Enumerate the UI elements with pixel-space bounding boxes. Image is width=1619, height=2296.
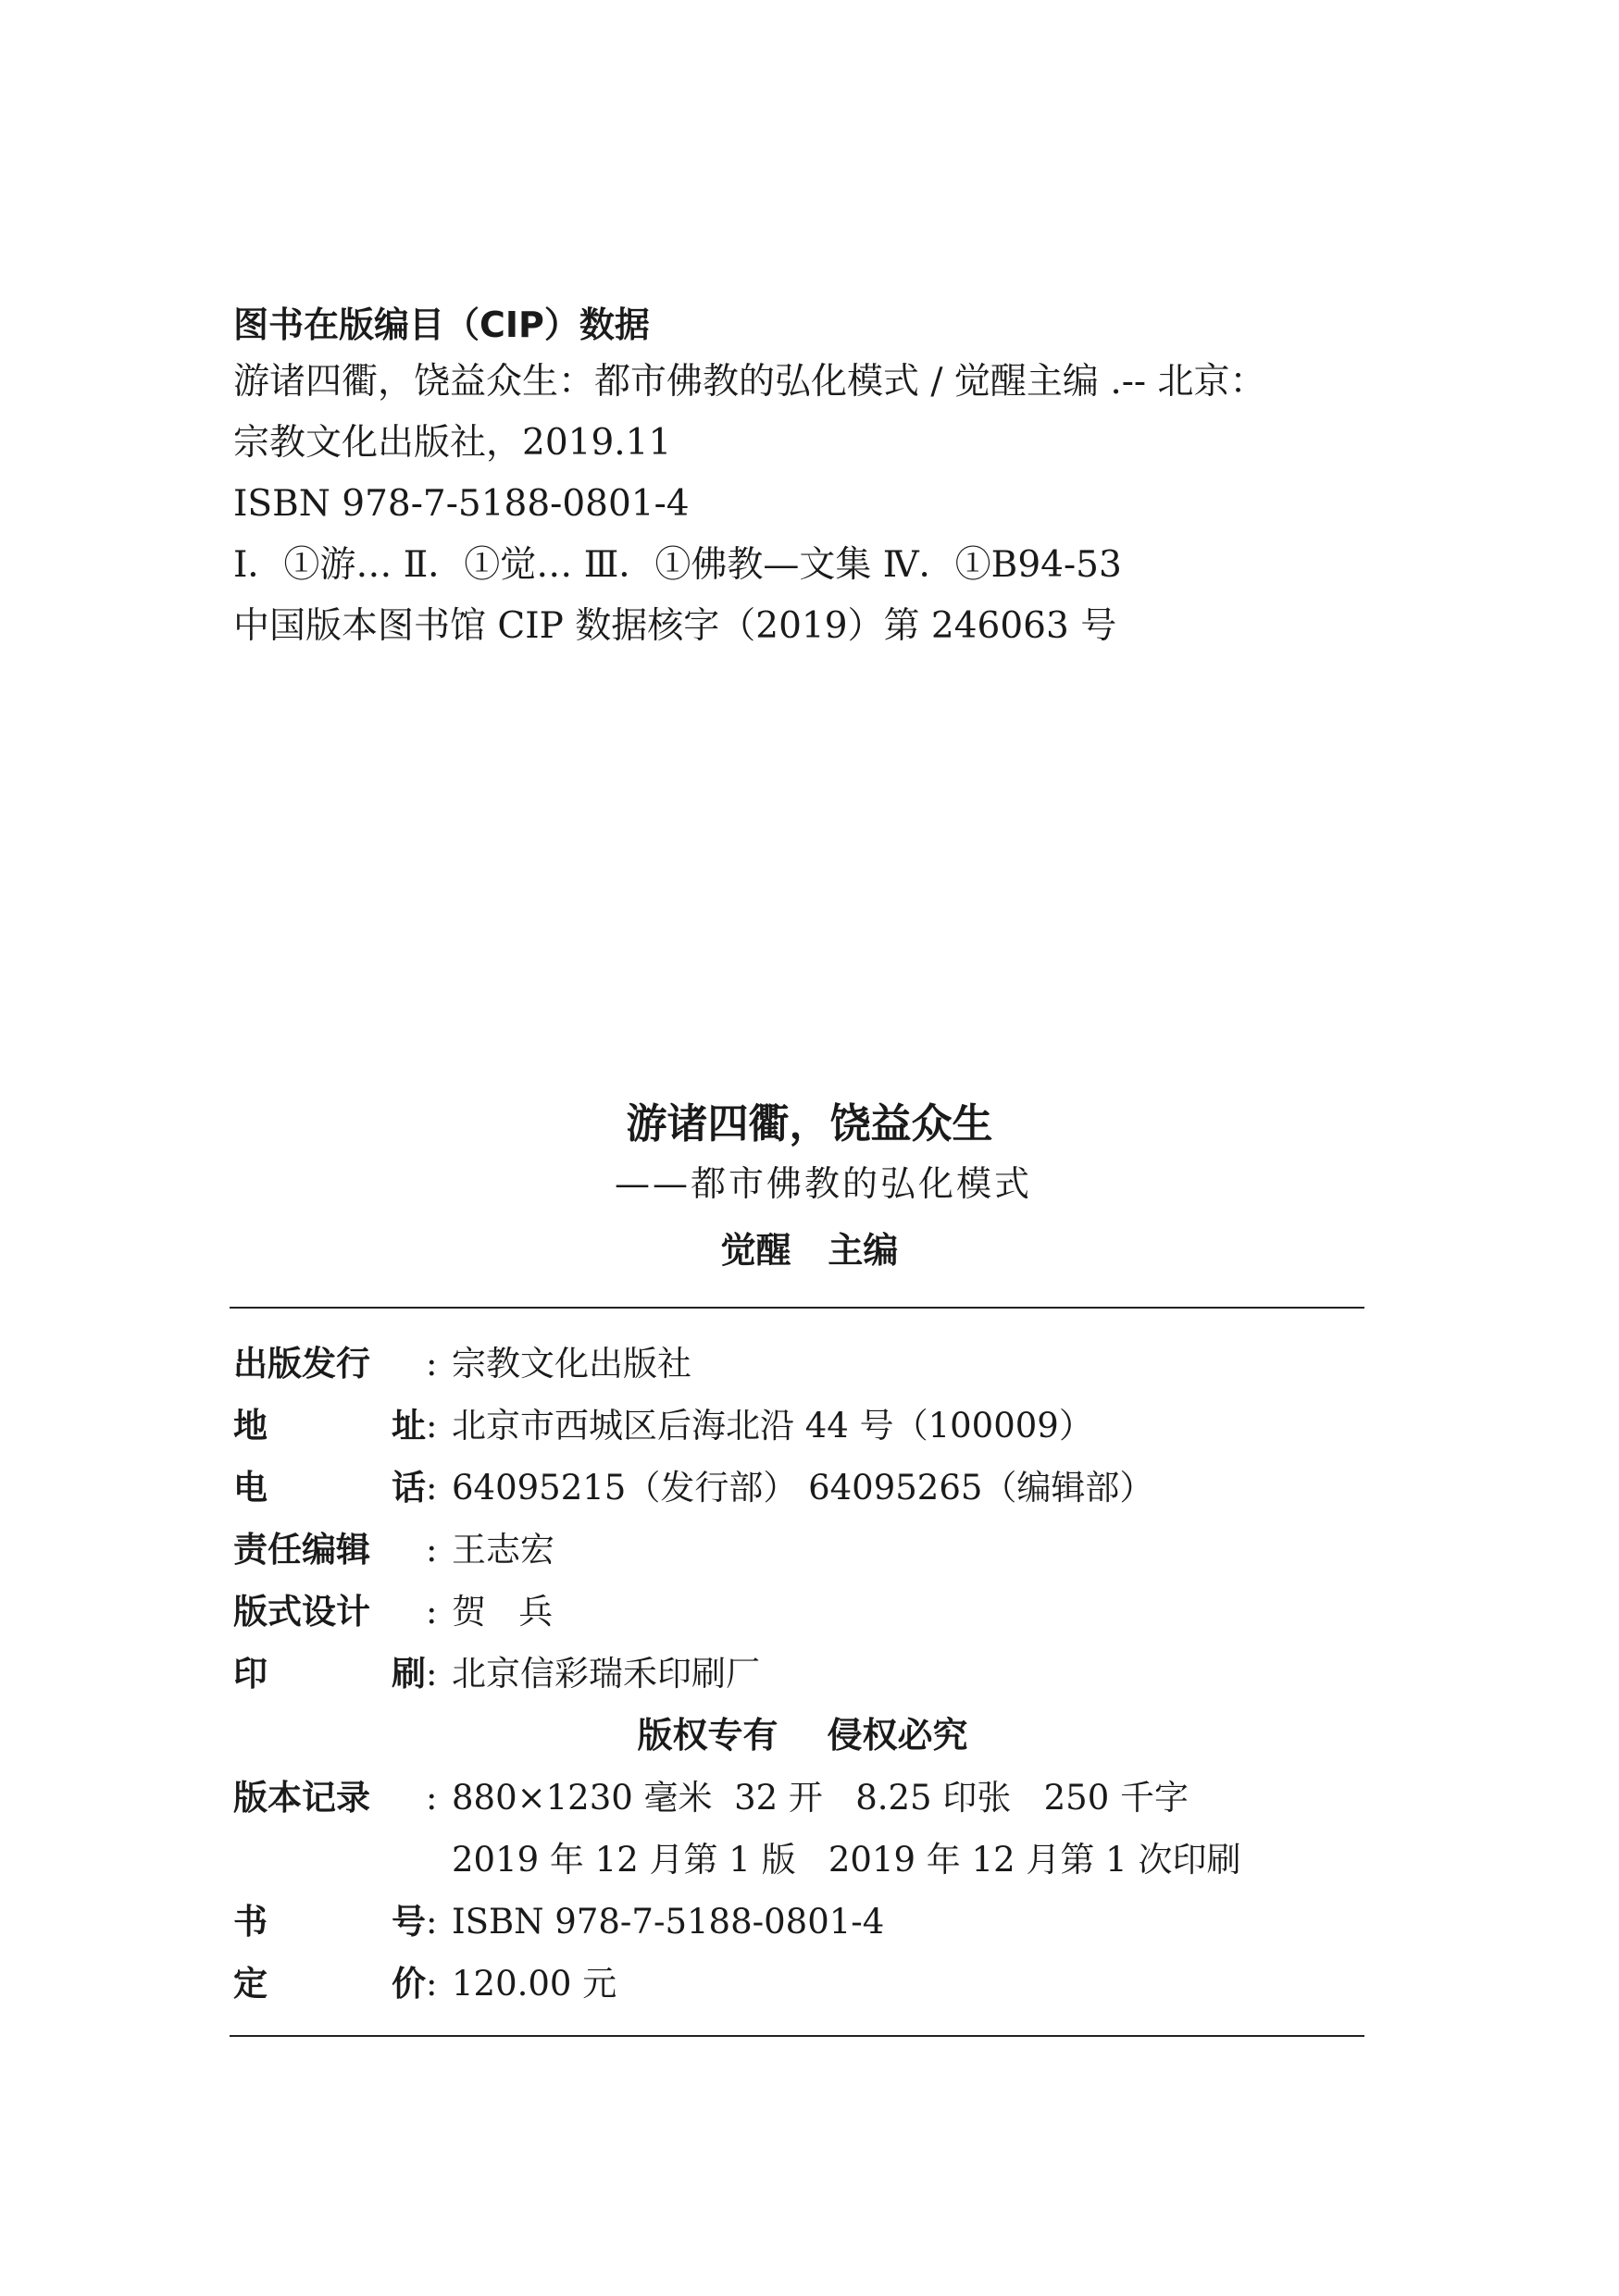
cip-heading: 图书在版编目（CIP）数据: [233, 304, 650, 345]
book-editor: 觉醒 主编: [720, 1230, 899, 1271]
publisher-label: 出版发行: [233, 1344, 370, 1384]
isbn-value: ISBN 978-7-5188-0801-4: [452, 1902, 885, 1942]
isbn-row: [233, 1891, 1372, 1953]
address-label: 地 址: [233, 1406, 426, 1446]
price-label: 定 价: [233, 1964, 426, 2004]
layout-design-row: [233, 1581, 1372, 1643]
cip-block: [233, 298, 1390, 657]
colon: :: [426, 1406, 438, 1446]
cip-line: 游诸四衢，饶益众生：都市佛教的弘化模式 / 觉醒主编 .-- 北京：: [233, 361, 1266, 403]
copyright-notice: 版权专有 侵权必究: [637, 1715, 968, 1756]
editor-in-charge-value: 王志宏: [452, 1530, 554, 1570]
printer-value: 北京信彩瑞禾印刷厂: [452, 1654, 760, 1694]
colon: :: [426, 1468, 438, 1508]
price-row: [233, 1953, 1372, 2015]
phone-row: [233, 1457, 1372, 1519]
edition-value-2: 2019 年 12 月第 1 版 2019 年 12 月第 1 次印刷: [452, 1840, 1241, 1880]
cip-line: 中国版本图书馆 CIP 数据核字（2019）第 246063 号: [233, 605, 1117, 647]
edition-label: 版本记录: [233, 1778, 370, 1818]
printer-label: 印 刷: [233, 1654, 426, 1694]
cip-line: 宗教文化出版社，2019.11: [233, 422, 672, 464]
colon: :: [426, 1902, 438, 1942]
top-divider: [230, 1307, 1364, 1309]
editor-in-charge-row: [233, 1519, 1372, 1581]
edition-row: [233, 1767, 1372, 1829]
publisher-row: [233, 1333, 1372, 1395]
publisher-value: 宗教文化出版社: [452, 1344, 691, 1384]
colon: :: [426, 1344, 438, 1384]
colon: :: [426, 1530, 438, 1570]
book-title: 游诸四衢，饶益众生: [626, 1100, 993, 1148]
isbn-label: 书 号: [233, 1902, 426, 1942]
bottom-divider: [230, 2035, 1364, 2037]
phone-value: 64095215（发行部） 64095265（编辑部）: [452, 1468, 1154, 1508]
edition-value: 880×1230 毫米 32 开 8.25 印张 250 千字: [452, 1778, 1189, 1818]
colon: :: [426, 1964, 438, 2004]
cip-line: Ⅰ．①游… Ⅱ．①觉… Ⅲ．①佛教—文集 Ⅳ．①B94-53: [233, 544, 1122, 586]
phone-label: 电 话: [233, 1468, 426, 1508]
colophon: [233, 1333, 1372, 2015]
book-subtitle: ——都市佛教的弘化模式: [614, 1163, 1032, 1204]
edition-row-2: [233, 1829, 1372, 1891]
editor-in-charge-label: 责任编辑: [233, 1530, 370, 1570]
colon: :: [426, 1654, 438, 1694]
copyright-row: [233, 1705, 1372, 1767]
address-value: 北京市西城区后海北沿 44 号（100009）: [452, 1406, 1093, 1446]
layout-design-value: 贺 兵: [452, 1592, 554, 1632]
colon: :: [426, 1592, 438, 1632]
address-row: [233, 1395, 1372, 1457]
colon: :: [426, 1778, 438, 1818]
price-value: 120.00 元: [452, 1964, 617, 2004]
printer-row: [233, 1643, 1372, 1705]
layout-design-label: 版式设计: [233, 1592, 370, 1632]
cip-line: ISBN 978-7-5188-0801-4: [233, 483, 690, 525]
